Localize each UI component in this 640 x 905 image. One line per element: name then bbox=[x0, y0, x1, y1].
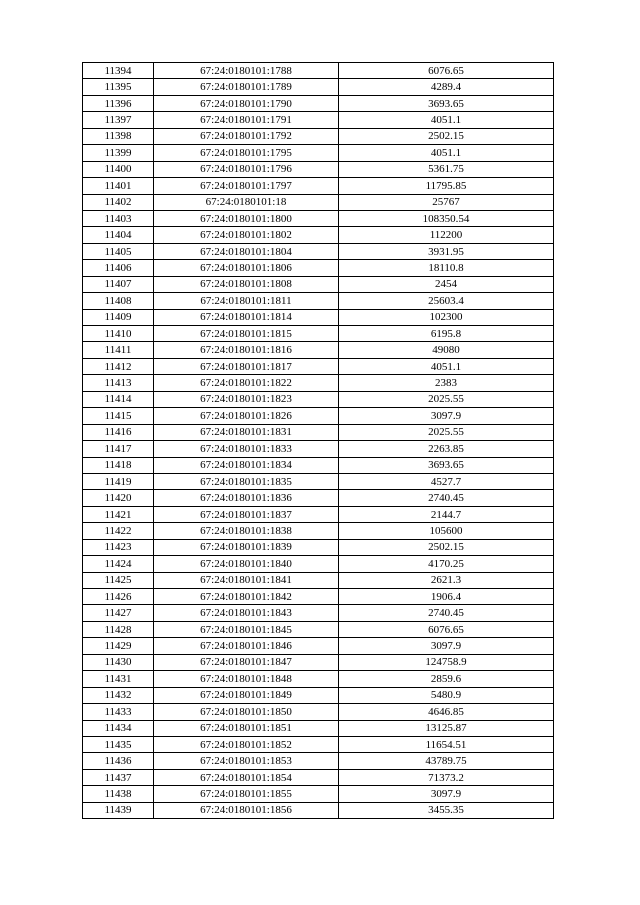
row-number-cell: 11410 bbox=[83, 326, 154, 342]
cadastral-number-cell: 67:24:0180101:1789 bbox=[154, 79, 339, 95]
value-cell: 108350.54 bbox=[339, 210, 554, 226]
value-cell: 4527.7 bbox=[339, 473, 554, 489]
table-row bbox=[83, 95, 554, 111]
table-row bbox=[83, 161, 554, 177]
value-cell: 3097.9 bbox=[339, 408, 554, 424]
value-cell: 3097.9 bbox=[339, 786, 554, 802]
table-row bbox=[83, 769, 554, 785]
cadastral-number-cell: 67:24:0180101:1800 bbox=[154, 210, 339, 226]
cadastral-number-cell: 67:24:0180101:1843 bbox=[154, 605, 339, 621]
row-number-cell: 11406 bbox=[83, 260, 154, 276]
cadastral-number-cell: 67:24:0180101:1851 bbox=[154, 720, 339, 736]
value-cell: 4051.1 bbox=[339, 145, 554, 161]
table-body bbox=[83, 63, 554, 819]
row-number-cell: 11395 bbox=[83, 79, 154, 95]
cadastral-number-cell: 67:24:0180101:1846 bbox=[154, 638, 339, 654]
value-cell: 11654.51 bbox=[339, 736, 554, 752]
table-row bbox=[83, 589, 554, 605]
value-cell: 6195.8 bbox=[339, 326, 554, 342]
row-number-cell: 11416 bbox=[83, 424, 154, 440]
cadastral-number-cell: 67:24:0180101:1826 bbox=[154, 408, 339, 424]
table-row bbox=[83, 424, 554, 440]
row-number-cell: 11409 bbox=[83, 309, 154, 325]
value-cell: 4051.1 bbox=[339, 358, 554, 374]
cadastral-number-cell: 67:24:0180101:1848 bbox=[154, 671, 339, 687]
table-row bbox=[83, 375, 554, 391]
value-cell: 4170.25 bbox=[339, 556, 554, 572]
table-row bbox=[83, 145, 554, 161]
table-row bbox=[83, 194, 554, 210]
value-cell: 4051.1 bbox=[339, 112, 554, 128]
cadastral-number-cell: 67:24:0180101:1847 bbox=[154, 654, 339, 670]
table-row bbox=[83, 408, 554, 424]
table-row bbox=[83, 556, 554, 572]
cadastral-number-cell: 67:24:0180101:1831 bbox=[154, 424, 339, 440]
cadastral-number-cell: 67:24:0180101:1849 bbox=[154, 687, 339, 703]
row-number-cell: 11420 bbox=[83, 490, 154, 506]
row-number-cell: 11418 bbox=[83, 457, 154, 473]
cadastral-number-cell: 67:24:0180101:1804 bbox=[154, 243, 339, 259]
table-row bbox=[83, 276, 554, 292]
table-row bbox=[83, 473, 554, 489]
table-row bbox=[83, 786, 554, 802]
row-number-cell: 11439 bbox=[83, 802, 154, 818]
value-cell: 4646.85 bbox=[339, 704, 554, 720]
cadastral-number-cell: 67:24:0180101:1845 bbox=[154, 621, 339, 637]
table-row bbox=[83, 457, 554, 473]
value-cell: 5480.9 bbox=[339, 687, 554, 703]
table-row bbox=[83, 358, 554, 374]
row-number-cell: 11414 bbox=[83, 391, 154, 407]
cadastral-number-cell: 67:24:0180101:1823 bbox=[154, 391, 339, 407]
table-row bbox=[83, 802, 554, 818]
cadastral-number-cell: 67:24:0180101:1837 bbox=[154, 506, 339, 522]
row-number-cell: 11407 bbox=[83, 276, 154, 292]
row-number-cell: 11435 bbox=[83, 736, 154, 752]
table-row bbox=[83, 293, 554, 309]
cadastral-number-cell: 67:24:0180101:1790 bbox=[154, 95, 339, 111]
table-row bbox=[83, 391, 554, 407]
cadastral-number-cell: 67:24:0180101:1806 bbox=[154, 260, 339, 276]
table-row bbox=[83, 178, 554, 194]
value-cell: 2502.15 bbox=[339, 539, 554, 555]
value-cell: 2621.3 bbox=[339, 572, 554, 588]
cadastral-number-cell: 67:24:0180101:1852 bbox=[154, 736, 339, 752]
value-cell: 102300 bbox=[339, 309, 554, 325]
row-number-cell: 11424 bbox=[83, 556, 154, 572]
table-row bbox=[83, 539, 554, 555]
cadastral-number-cell: 67:24:0180101:1842 bbox=[154, 589, 339, 605]
table-row bbox=[83, 128, 554, 144]
cadastral-number-cell: 67:24:0180101:1822 bbox=[154, 375, 339, 391]
table-row bbox=[83, 210, 554, 226]
row-number-cell: 11433 bbox=[83, 704, 154, 720]
cadastral-number-cell: 67:24:0180101:1796 bbox=[154, 161, 339, 177]
table-row bbox=[83, 260, 554, 276]
cadastral-number-cell: 67:24:0180101:1797 bbox=[154, 178, 339, 194]
row-number-cell: 11432 bbox=[83, 687, 154, 703]
value-cell: 11795.85 bbox=[339, 178, 554, 194]
value-cell: 3455.35 bbox=[339, 802, 554, 818]
table-row bbox=[83, 720, 554, 736]
table-row bbox=[83, 506, 554, 522]
table-row bbox=[83, 704, 554, 720]
table-row bbox=[83, 572, 554, 588]
row-number-cell: 11419 bbox=[83, 473, 154, 489]
cadastral-number-cell: 67:24:0180101:1792 bbox=[154, 128, 339, 144]
value-cell: 2740.45 bbox=[339, 490, 554, 506]
cadastral-number-cell: 67:24:0180101:1814 bbox=[154, 309, 339, 325]
row-number-cell: 11421 bbox=[83, 506, 154, 522]
row-number-cell: 11417 bbox=[83, 441, 154, 457]
table-row bbox=[83, 523, 554, 539]
row-number-cell: 11438 bbox=[83, 786, 154, 802]
row-number-cell: 11411 bbox=[83, 342, 154, 358]
row-number-cell: 11423 bbox=[83, 539, 154, 555]
cadastral-number-cell: 67:24:0180101:1838 bbox=[154, 523, 339, 539]
value-cell: 6076.65 bbox=[339, 63, 554, 79]
value-cell: 105600 bbox=[339, 523, 554, 539]
table-row bbox=[83, 326, 554, 342]
table-row bbox=[83, 342, 554, 358]
row-number-cell: 11401 bbox=[83, 178, 154, 194]
row-number-cell: 11415 bbox=[83, 408, 154, 424]
row-number-cell: 11425 bbox=[83, 572, 154, 588]
value-cell: 5361.75 bbox=[339, 161, 554, 177]
value-cell: 124758.9 bbox=[339, 654, 554, 670]
cadastral-value-table bbox=[82, 62, 554, 819]
table-row bbox=[83, 654, 554, 670]
row-number-cell: 11426 bbox=[83, 589, 154, 605]
value-cell: 6076.65 bbox=[339, 621, 554, 637]
cadastral-number-cell: 67:24:0180101:1853 bbox=[154, 753, 339, 769]
value-cell: 2740.45 bbox=[339, 605, 554, 621]
row-number-cell: 11412 bbox=[83, 358, 154, 374]
cadastral-number-cell: 67:24:0180101:1856 bbox=[154, 802, 339, 818]
value-cell: 49080 bbox=[339, 342, 554, 358]
cadastral-number-cell: 67:24:0180101:1840 bbox=[154, 556, 339, 572]
value-cell: 3693.65 bbox=[339, 457, 554, 473]
row-number-cell: 11429 bbox=[83, 638, 154, 654]
cadastral-number-cell: 67:24:0180101:1815 bbox=[154, 326, 339, 342]
table-row bbox=[83, 687, 554, 703]
table-row bbox=[83, 671, 554, 687]
value-cell: 2859.6 bbox=[339, 671, 554, 687]
row-number-cell: 11396 bbox=[83, 95, 154, 111]
cadastral-number-cell: 67:24:0180101:1817 bbox=[154, 358, 339, 374]
row-number-cell: 11405 bbox=[83, 243, 154, 259]
table-row bbox=[83, 309, 554, 325]
row-number-cell: 11398 bbox=[83, 128, 154, 144]
value-cell: 2383 bbox=[339, 375, 554, 391]
value-cell: 2263.85 bbox=[339, 441, 554, 457]
cadastral-number-cell: 67:24:0180101:1833 bbox=[154, 441, 339, 457]
table-row bbox=[83, 621, 554, 637]
cadastral-number-cell: 67:24:0180101:1836 bbox=[154, 490, 339, 506]
table-row bbox=[83, 736, 554, 752]
row-number-cell: 11399 bbox=[83, 145, 154, 161]
table-row bbox=[83, 112, 554, 128]
cadastral-number-cell: 67:24:0180101:1854 bbox=[154, 769, 339, 785]
row-number-cell: 11437 bbox=[83, 769, 154, 785]
table-row bbox=[83, 63, 554, 79]
cadastral-number-cell: 67:24:0180101:1802 bbox=[154, 227, 339, 243]
value-cell: 3693.65 bbox=[339, 95, 554, 111]
value-cell: 71373.2 bbox=[339, 769, 554, 785]
table-row bbox=[83, 490, 554, 506]
table-row bbox=[83, 227, 554, 243]
cadastral-number-cell: 67:24:0180101:18 bbox=[154, 194, 339, 210]
row-number-cell: 11400 bbox=[83, 161, 154, 177]
table-row bbox=[83, 441, 554, 457]
value-cell: 2144.7 bbox=[339, 506, 554, 522]
value-cell: 25767 bbox=[339, 194, 554, 210]
row-number-cell: 11413 bbox=[83, 375, 154, 391]
table-row bbox=[83, 79, 554, 95]
value-cell: 43789.75 bbox=[339, 753, 554, 769]
cadastral-number-cell: 67:24:0180101:1808 bbox=[154, 276, 339, 292]
value-cell: 3097.9 bbox=[339, 638, 554, 654]
cadastral-number-cell: 67:24:0180101:1816 bbox=[154, 342, 339, 358]
value-cell: 112200 bbox=[339, 227, 554, 243]
cadastral-number-cell: 67:24:0180101:1788 bbox=[154, 63, 339, 79]
row-number-cell: 11430 bbox=[83, 654, 154, 670]
row-number-cell: 11434 bbox=[83, 720, 154, 736]
value-cell: 2025.55 bbox=[339, 424, 554, 440]
value-cell: 18110.8 bbox=[339, 260, 554, 276]
cadastral-number-cell: 67:24:0180101:1841 bbox=[154, 572, 339, 588]
cadastral-number-cell: 67:24:0180101:1850 bbox=[154, 704, 339, 720]
value-cell: 2025.55 bbox=[339, 391, 554, 407]
cadastral-number-cell: 67:24:0180101:1855 bbox=[154, 786, 339, 802]
value-cell: 4289.4 bbox=[339, 79, 554, 95]
row-number-cell: 11394 bbox=[83, 63, 154, 79]
value-cell: 2454 bbox=[339, 276, 554, 292]
row-number-cell: 11403 bbox=[83, 210, 154, 226]
cadastral-number-cell: 67:24:0180101:1834 bbox=[154, 457, 339, 473]
row-number-cell: 11427 bbox=[83, 605, 154, 621]
table-row bbox=[83, 638, 554, 654]
value-cell: 1906.4 bbox=[339, 589, 554, 605]
row-number-cell: 11402 bbox=[83, 194, 154, 210]
value-cell: 25603.4 bbox=[339, 293, 554, 309]
row-number-cell: 11404 bbox=[83, 227, 154, 243]
cadastral-number-cell: 67:24:0180101:1835 bbox=[154, 473, 339, 489]
cadastral-number-cell: 67:24:0180101:1791 bbox=[154, 112, 339, 128]
table-row bbox=[83, 605, 554, 621]
row-number-cell: 11422 bbox=[83, 523, 154, 539]
cadastral-number-cell: 67:24:0180101:1811 bbox=[154, 293, 339, 309]
value-cell: 13125.87 bbox=[339, 720, 554, 736]
row-number-cell: 11428 bbox=[83, 621, 154, 637]
table-row bbox=[83, 753, 554, 769]
cadastral-number-cell: 67:24:0180101:1839 bbox=[154, 539, 339, 555]
row-number-cell: 11408 bbox=[83, 293, 154, 309]
row-number-cell: 11431 bbox=[83, 671, 154, 687]
value-cell: 3931.95 bbox=[339, 243, 554, 259]
value-cell: 2502.15 bbox=[339, 128, 554, 144]
row-number-cell: 11397 bbox=[83, 112, 154, 128]
row-number-cell: 11436 bbox=[83, 753, 154, 769]
table-row bbox=[83, 243, 554, 259]
cadastral-number-cell: 67:24:0180101:1795 bbox=[154, 145, 339, 161]
